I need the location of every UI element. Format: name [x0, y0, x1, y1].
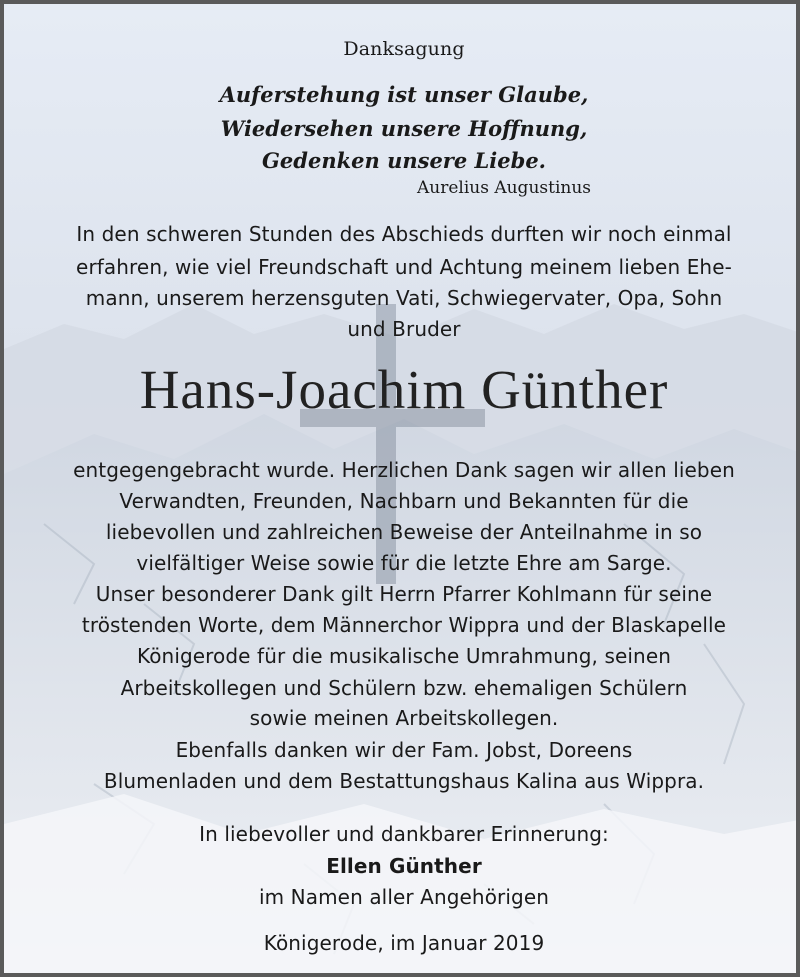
body-line-11: Blumenladen und dem Bestattungshaus Kalina aus Wippra.: [103, 769, 705, 793]
quote-author: Aurelius Augustinus: [416, 178, 592, 198]
deceased-name: Hans-Joachim Günther: [139, 359, 669, 420]
body-line-4: vielfältiger Weise sowie für die letzte Ehre am Sarge.: [136, 551, 672, 575]
quote-line-1: Auferstehung ist unser Glaube,: [219, 82, 589, 107]
quote-line-3: Gedenken unsere Liebe.: [261, 148, 546, 173]
intro-line-3: mann, unserem herzensguten Vati, Schwiegervater, Opa, Sohn: [85, 286, 723, 310]
body-line-3: liebevollen und zahlreichen Beweise der Anteilnahme in so: [105, 520, 703, 544]
body-line-7: Königerode für die musikalische Umrahmung, seinen: [136, 644, 672, 668]
heading: Danksagung: [343, 38, 465, 60]
body-line-9: sowie meinen Arbeitskollegen.: [249, 706, 559, 730]
body-line-1: entgegengebracht wurde. Herzlichen Dank sagen wir allen lieben: [73, 458, 735, 482]
body-line-6: tröstenden Worte, dem Männerchor Wippra und der Blaskapelle: [81, 613, 727, 637]
on-behalf-line: im Namen aller Angehörigen: [258, 885, 549, 909]
body-line-2: Verwandten, Freunden, Nachbarn und Bekannten für die: [119, 489, 689, 513]
body-line-5: Unser besonderer Dank gilt Herrn Pfarrer Kohlmann für seine: [95, 582, 713, 606]
intro-line-2: erfahren, wie viel Freundschaft und Achtung meinem lieben Ehe-: [76, 255, 732, 279]
quote-line-2: Wiedersehen unsere Hoffnung,: [220, 116, 588, 141]
body-line-8: Arbeitskollegen und Schülern bzw. ehemaligen Schülern: [120, 676, 688, 700]
signer-name: Ellen Günther: [326, 854, 482, 878]
intro-line-4: und Bruder: [347, 317, 461, 341]
intro-line-1: In den schweren Stunden des Abschieds durften wir noch einmal: [76, 222, 732, 246]
body-line-10: Ebenfalls danken wir der Fam. Jobst, Doreens: [175, 738, 633, 762]
place-date: Königerode, im Januar 2019: [263, 931, 545, 955]
closing-line: In liebevoller und dankbarer Erinnerung:: [199, 822, 609, 846]
